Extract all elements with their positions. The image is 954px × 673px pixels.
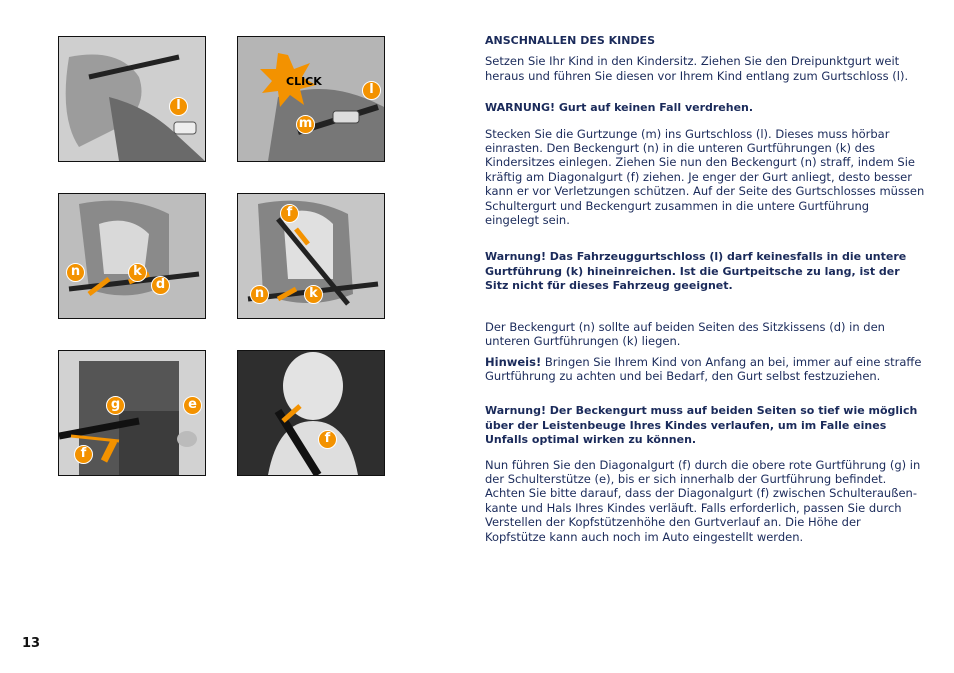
instructions-text <box>485 34 925 544</box>
figure-6-image <box>237 350 385 476</box>
paragraph-1: Setzen Sie Ihr Kind in den Kindersitz. Ziehen Sie den Dreipunktgurt weit heraus und führen Sie diesen vor Ihrem Kind entlang zum Gurtschloss (l). <box>485 54 909 83</box>
callout-l: l <box>169 97 188 116</box>
figure-1-image <box>58 36 206 162</box>
figure-2-image <box>237 36 385 162</box>
page-number: 13 <box>22 636 41 651</box>
callout-n: n <box>66 263 85 282</box>
figure-4-image <box>237 193 385 319</box>
warning-1: WARNUNG! Gurt auf keinen Fall verdrehen. <box>485 101 754 115</box>
callout-f: f <box>280 204 299 223</box>
warning-3: Warnung! Der Beckengurt muss auf beiden Seiten so tief wie möglich über der Leistenbeuge Ihres Kindes verlaufen, um im Falle eines Unfalls optimal wirken zu können. <box>485 404 918 447</box>
hint-text: Bringen Sie Ihrem Kind von Anfang an bei, immer auf eine straffe Gurtführung zu achten und bei Bedarf, den Gurt selbst festzuziehen. <box>485 354 922 383</box>
figure-3-illustration <box>59 194 205 318</box>
callout-m: m <box>296 115 315 134</box>
callout-l: l <box>362 81 381 100</box>
callout-k: k <box>128 263 147 282</box>
figure-3-image <box>58 193 206 319</box>
figure-6-illustration <box>238 351 384 475</box>
callout-e: e <box>183 396 202 415</box>
paragraph-4: Nun führen Sie den Diagonalgurt (f) durch die obere rote Gurtführung (g) in der Schulterstütze (e), bis er sich innerhalb der Gurtführung befindet. Achten Sie bitte darauf, dass der Diagonalgurt (f) zwischen Schulteraußen- kante und Hals Ihres Kindes verläuft. Falls erforderlich, passen Sie durch Verstellen der Kopfstützenhöhe den Gurtverlauf an. Die Höhe der Kopfstütze kann auch noch im Auto eingestellt werden. <box>485 457 921 544</box>
paragraph-3: Der Beckengurt (n) sollte auf beiden Seiten des Sitzkissens (d) in den unteren Gurtführungen (k) liegen. <box>485 319 885 349</box>
paragraph-2: Stecken Sie die Gurtzunge (m) ins Gurtschloss (l). Dieses muss hörbar einrasten. Den Beckengurt (n) in die unteren Gurtführungen (k) des Kindersitzes einlegen. Ziehen Sie nun den Beckengurt (n) straff, indem Sie kräftig am Diagonalgurt (f) ziehen. Je enger der Gurt anliegt, desto besser kann er vor Verletzungen schützen. Auf der Seite des Gurtschlosses müssen Schultergurt und Beckengurt zusammen in die untere Gurtführung eingelegt sein. <box>485 126 925 228</box>
callout-k: k <box>304 285 323 304</box>
figure-2-illustration <box>238 37 384 161</box>
section-heading: ANSCHNALLEN DES KINDES <box>485 34 655 47</box>
warning-2: Warnung! Das Fahrzeuggurtschloss (l) darf keinesfalls in die untere Gurtführung (k) hineinreichen. Ist die Gurtpeitsche zu lang, ist der Sitz nicht für dieses Fahrzeug geeignet. <box>485 250 907 293</box>
callout-f: f <box>318 430 337 449</box>
callout-d: d <box>151 276 170 295</box>
hint-label: Hinweis! <box>485 354 542 369</box>
click-label: CLICK <box>286 75 322 88</box>
figure-5-image <box>58 350 206 476</box>
callout-f: f <box>74 445 93 464</box>
hint-paragraph <box>485 355 925 384</box>
callout-n: n <box>250 285 269 304</box>
callout-g: g <box>106 396 125 415</box>
